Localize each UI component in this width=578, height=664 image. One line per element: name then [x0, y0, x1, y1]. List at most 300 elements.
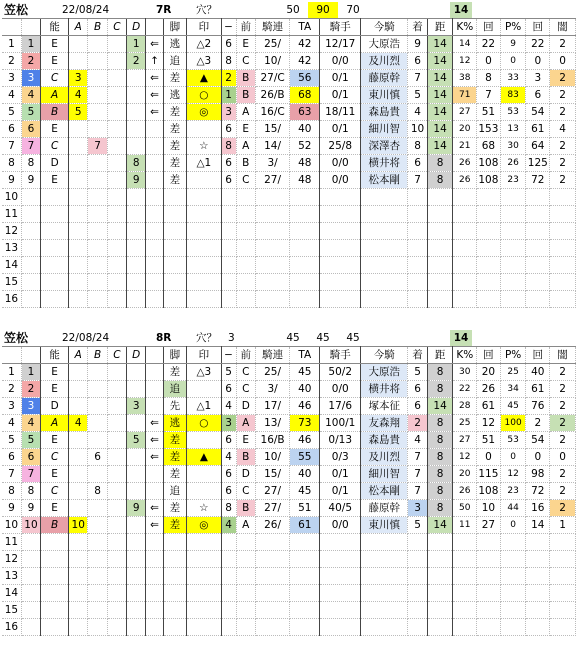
- cell-horse-no: [21, 206, 40, 223]
- table-row: [2, 189, 576, 206]
- column-header-style: 脚: [163, 347, 187, 364]
- cell-prev: [236, 551, 255, 568]
- cell-prev: D: [236, 398, 255, 415]
- cell-jockey-combo: [255, 223, 289, 240]
- table-row: [2, 551, 576, 568]
- cell-kai: 68: [477, 138, 501, 155]
- cell-col-c: [107, 466, 126, 483]
- cell-arrow: [146, 602, 163, 619]
- cell-row-no: 6: [2, 121, 21, 138]
- table-row: [2, 381, 576, 398]
- distance-label: 14: [450, 330, 472, 346]
- cell-p-pct: 83: [500, 87, 526, 104]
- cell-ability: [41, 240, 69, 257]
- cell-col-d: [127, 87, 146, 104]
- cell-row-no: 5: [2, 104, 21, 121]
- cell-col-d: [127, 415, 146, 432]
- cell-col-b: [88, 87, 107, 104]
- table-row: [2, 432, 576, 449]
- cell-current-jockey: 大原浩: [361, 364, 408, 381]
- cell-distance: [427, 551, 453, 568]
- cell-jockey-combo: [255, 619, 289, 636]
- cell-yami: [550, 274, 576, 291]
- cell-row-no: 5: [2, 432, 21, 449]
- cell-prev: B: [236, 155, 255, 172]
- cell-col-b: [88, 53, 107, 70]
- cell-finish: 7: [408, 449, 427, 466]
- cell-col-a: [69, 602, 88, 619]
- cell-k-pct: 26: [453, 172, 477, 189]
- cell-kai2: [526, 568, 550, 585]
- cell-prev: [236, 223, 255, 240]
- cell-kai2: [526, 291, 550, 308]
- cell-row-no: 2: [2, 53, 21, 70]
- cell-mark: ◎: [187, 104, 221, 121]
- cell-mark: △3: [187, 53, 221, 70]
- cell-ta: [290, 534, 320, 551]
- column-header-kai2: 回: [526, 347, 550, 364]
- cell-p-pct: 100: [500, 415, 526, 432]
- cell-kai: [477, 189, 501, 206]
- cell-ability: E: [41, 36, 69, 53]
- cell-ability: E: [41, 53, 69, 70]
- cell-row-no: 2: [2, 381, 21, 398]
- column-header-minus: −: [221, 19, 236, 36]
- cell-kai2: [526, 551, 550, 568]
- cell-style: [163, 274, 187, 291]
- cell-ta: 42: [290, 36, 320, 53]
- cell-distance: [427, 189, 453, 206]
- cell-p-pct: [500, 274, 526, 291]
- cell-row-no: 11: [2, 534, 21, 551]
- cell-distance: 8: [427, 500, 453, 517]
- cell-ability: E: [41, 121, 69, 138]
- cell-horse-no: [21, 257, 40, 274]
- cell-horse-no: 2: [21, 53, 40, 70]
- column-header-k-pct: K%: [453, 347, 477, 364]
- cell-kai: [477, 291, 501, 308]
- cell-kai: [477, 223, 501, 240]
- cell-kai: 10: [477, 500, 501, 517]
- cell-minus: 6: [221, 381, 236, 398]
- cell-kai: [477, 602, 501, 619]
- cell-yami: [550, 585, 576, 602]
- table-row: [2, 155, 576, 172]
- cell-mark: [187, 240, 221, 257]
- cell-yami: [550, 291, 576, 308]
- cell-arrow: ⇐: [146, 36, 163, 53]
- cell-row-no: 3: [2, 70, 21, 87]
- cell-p-pct: [500, 189, 526, 206]
- cell-row-no: 10: [2, 189, 21, 206]
- table-row: [2, 449, 576, 466]
- cell-finish: 4: [408, 104, 427, 121]
- cell-current-jockey: 横井将: [361, 381, 408, 398]
- cell-ability: [41, 568, 69, 585]
- cell-yami: 2: [550, 398, 576, 415]
- column-header-kai: 回: [477, 19, 501, 36]
- cell-distance: 8: [427, 483, 453, 500]
- cell-current-jockey: 深澤杏: [361, 138, 408, 155]
- cell-horse-no: 10: [21, 517, 40, 534]
- cell-prev: [236, 257, 255, 274]
- cell-k-pct: [453, 568, 477, 585]
- cell-prev: [236, 240, 255, 257]
- cell-p-pct: [500, 551, 526, 568]
- cell-arrow: [146, 274, 163, 291]
- cell-minus: 6: [221, 432, 236, 449]
- cell-yami: [550, 551, 576, 568]
- cell-prev: C: [236, 53, 255, 70]
- cell-row-no: 3: [2, 398, 21, 415]
- cell-arrow: ⇐: [146, 500, 163, 517]
- table-row: [2, 619, 576, 636]
- cell-ability: E: [41, 466, 69, 483]
- cell-prev: [236, 274, 255, 291]
- cell-col-d: [127, 534, 146, 551]
- cell-col-b: [88, 223, 107, 240]
- cell-col-b: [88, 551, 107, 568]
- cell-col-b: [88, 291, 107, 308]
- cell-col-a: [69, 534, 88, 551]
- cell-style: 差: [163, 138, 187, 155]
- cell-current-jockey: [361, 257, 408, 274]
- cell-col-d: [127, 138, 146, 155]
- cell-p-pct: 23: [500, 483, 526, 500]
- cell-jockey-combo: 26/: [255, 517, 289, 534]
- cell-k-pct: 25: [453, 415, 477, 432]
- cell-row-no: 15: [2, 602, 21, 619]
- cell-ta: [290, 291, 320, 308]
- cell-kai: 7: [477, 87, 501, 104]
- cell-current-jockey: [361, 585, 408, 602]
- cell-kai: [477, 585, 501, 602]
- cell-k-pct: [453, 274, 477, 291]
- cell-jockey: 0/1: [320, 70, 361, 87]
- cell-p-pct: [500, 585, 526, 602]
- cell-col-c: [107, 449, 126, 466]
- cell-horse-no: [21, 619, 40, 636]
- cell-col-d: [127, 449, 146, 466]
- cell-col-a: [69, 36, 88, 53]
- cell-col-b: [88, 466, 107, 483]
- cell-col-c: [107, 257, 126, 274]
- cell-col-d: [127, 240, 146, 257]
- cell-minus: [221, 257, 236, 274]
- course-name: 笠松: [4, 331, 29, 345]
- cell-row-no: 9: [2, 172, 21, 189]
- cell-col-a: [69, 240, 88, 257]
- cell-row-no: 12: [2, 223, 21, 240]
- column-header-yami: 闇: [550, 347, 576, 364]
- cell-p-pct: 13: [500, 121, 526, 138]
- cell-style: [163, 551, 187, 568]
- cell-col-d: 3: [127, 398, 146, 415]
- cell-current-jockey: 東川慎: [361, 87, 408, 104]
- cell-yami: 0: [550, 53, 576, 70]
- cell-kai2: 61: [526, 121, 550, 138]
- cell-yami: 2: [550, 381, 576, 398]
- cell-ability: C: [41, 70, 69, 87]
- cell-mark: [187, 432, 221, 449]
- cell-mark: △2: [187, 36, 221, 53]
- cell-horse-no: 8: [21, 483, 40, 500]
- table-row: [2, 223, 576, 240]
- cell-ability: D: [41, 398, 69, 415]
- cell-current-jockey: 松本剛: [361, 483, 408, 500]
- cell-col-d: [127, 483, 146, 500]
- cell-k-pct: [453, 240, 477, 257]
- cell-jockey-combo: 16/B: [255, 432, 289, 449]
- cell-prev: E: [236, 432, 255, 449]
- cell-horse-no: [21, 223, 40, 240]
- cell-kai: 26: [477, 381, 501, 398]
- cell-prev: C: [236, 381, 255, 398]
- cell-finish: 9: [408, 36, 427, 53]
- cell-distance: 8: [427, 432, 453, 449]
- cell-row-no: 4: [2, 415, 21, 432]
- table-row: [2, 274, 576, 291]
- cell-col-a: [69, 398, 88, 415]
- cell-col-b: [88, 517, 107, 534]
- cell-ability: [41, 206, 69, 223]
- cell-col-c: [107, 291, 126, 308]
- cell-row-no: 8: [2, 155, 21, 172]
- cell-distance: 14: [427, 70, 453, 87]
- cell-ta: [290, 189, 320, 206]
- cell-minus: 6: [221, 483, 236, 500]
- cell-yami: 2: [550, 466, 576, 483]
- cell-prev: B: [236, 70, 255, 87]
- cell-p-pct: 12: [500, 466, 526, 483]
- cell-col-c: [107, 568, 126, 585]
- cell-col-a: [69, 291, 88, 308]
- cell-distance: 8: [427, 415, 453, 432]
- column-header-finish: 着: [408, 347, 427, 364]
- table-row: [2, 138, 576, 155]
- cell-kai: 108: [477, 172, 501, 189]
- cell-col-d: [127, 70, 146, 87]
- cell-mark: [187, 568, 221, 585]
- cell-jockey: [320, 291, 361, 308]
- cell-jockey: [320, 274, 361, 291]
- cell-yami: 2: [550, 415, 576, 432]
- cell-col-b: [88, 257, 107, 274]
- cell-jockey-combo: 27/: [255, 483, 289, 500]
- cell-finish: [408, 619, 427, 636]
- cell-ta: 55: [290, 449, 320, 466]
- cell-minus: [221, 534, 236, 551]
- cell-kai2: 125: [526, 155, 550, 172]
- header-value-4: 70: [346, 4, 360, 16]
- cell-yami: [550, 206, 576, 223]
- cell-p-pct: 25: [500, 364, 526, 381]
- cell-current-jockey: [361, 189, 408, 206]
- header-value-3: 90: [308, 2, 338, 18]
- cell-kai2: 72: [526, 172, 550, 189]
- cell-ta: [290, 551, 320, 568]
- cell-col-c: [107, 155, 126, 172]
- cell-finish: [408, 257, 427, 274]
- cell-col-d: [127, 381, 146, 398]
- cell-mark: [187, 257, 221, 274]
- cell-jockey-combo: 3/: [255, 155, 289, 172]
- table-row: [2, 585, 576, 602]
- cell-kai: 61: [477, 398, 501, 415]
- cell-kai: [477, 274, 501, 291]
- cell-col-b: [88, 619, 107, 636]
- table-row: [2, 398, 576, 415]
- cell-distance: 14: [427, 53, 453, 70]
- table-row: [2, 53, 576, 70]
- cell-col-d: [127, 206, 146, 223]
- cell-col-c: [107, 70, 126, 87]
- cell-arrow: [146, 398, 163, 415]
- cell-current-jockey: 森島貴: [361, 104, 408, 121]
- cell-prev: [236, 534, 255, 551]
- cell-style: [163, 568, 187, 585]
- column-header-distance: 距: [427, 347, 453, 364]
- column-header-horse-no: [21, 347, 40, 364]
- cell-horse-no: [21, 585, 40, 602]
- cell-kai: 51: [477, 432, 501, 449]
- cell-col-c: [107, 364, 126, 381]
- cell-jockey: [320, 206, 361, 223]
- cell-finish: 5: [408, 87, 427, 104]
- cell-ta: 56: [290, 70, 320, 87]
- cell-style: [163, 189, 187, 206]
- cell-distance: 8: [427, 449, 453, 466]
- cell-mark: ▲: [187, 70, 221, 87]
- cell-kai2: [526, 240, 550, 257]
- cell-horse-no: 6: [21, 449, 40, 466]
- cell-kai2: 72: [526, 483, 550, 500]
- cell-jockey-combo: 26/B: [255, 87, 289, 104]
- cell-prev: A: [236, 104, 255, 121]
- table-row: [2, 534, 576, 551]
- column-header-col-b: B: [88, 19, 107, 36]
- cell-yami: [550, 534, 576, 551]
- cell-kai2: 61: [526, 381, 550, 398]
- cell-prev: E: [236, 36, 255, 53]
- cell-row-no: 6: [2, 449, 21, 466]
- cell-finish: [408, 291, 427, 308]
- cell-current-jockey: 森島貴: [361, 432, 408, 449]
- cell-current-jockey: 横井将: [361, 155, 408, 172]
- cell-arrow: ↑: [146, 53, 163, 70]
- cell-current-jockey: [361, 223, 408, 240]
- cell-mark: [187, 206, 221, 223]
- cell-distance: 8: [427, 381, 453, 398]
- cell-minus: 8: [221, 53, 236, 70]
- cell-ability: [41, 189, 69, 206]
- cell-arrow: [146, 585, 163, 602]
- cell-current-jockey: 大原浩: [361, 36, 408, 53]
- cell-k-pct: [453, 619, 477, 636]
- cell-current-jockey: 及川烈: [361, 53, 408, 70]
- cell-p-pct: 0: [500, 53, 526, 70]
- cell-ta: [290, 206, 320, 223]
- cell-jockey-combo: 25/: [255, 36, 289, 53]
- cell-ta: 51: [290, 500, 320, 517]
- cell-horse-no: 4: [21, 415, 40, 432]
- cell-distance: [427, 534, 453, 551]
- cell-jockey: 0/1: [320, 483, 361, 500]
- cell-jockey: 12/17: [320, 36, 361, 53]
- header-value-4: 45: [346, 332, 360, 344]
- cell-col-d: [127, 104, 146, 121]
- table-row: [2, 483, 576, 500]
- cell-col-a: [69, 568, 88, 585]
- cell-kai2: 2: [526, 415, 550, 432]
- cell-ability: E: [41, 172, 69, 189]
- cell-col-b: 8: [88, 483, 107, 500]
- cell-prev: C: [236, 172, 255, 189]
- cell-col-c: [107, 274, 126, 291]
- cell-ability: [41, 585, 69, 602]
- cell-finish: [408, 274, 427, 291]
- cell-col-c: [107, 585, 126, 602]
- cell-jockey: [320, 257, 361, 274]
- cell-finish: 2: [408, 415, 427, 432]
- column-header-yami: 闇: [550, 19, 576, 36]
- cell-jockey-combo: [255, 206, 289, 223]
- cell-col-c: [107, 206, 126, 223]
- cell-jockey-combo: 25/: [255, 364, 289, 381]
- cell-p-pct: [500, 257, 526, 274]
- cell-kai: [477, 551, 501, 568]
- column-header-ta: TA: [290, 347, 320, 364]
- cell-minus: 4: [221, 398, 236, 415]
- cell-horse-no: [21, 240, 40, 257]
- cell-col-d: 9: [127, 500, 146, 517]
- cell-col-a: [69, 432, 88, 449]
- cell-k-pct: 12: [453, 53, 477, 70]
- cell-finish: [408, 206, 427, 223]
- cell-distance: [427, 240, 453, 257]
- cell-style: 追: [163, 53, 187, 70]
- cell-arrow: [146, 466, 163, 483]
- cell-jockey: 0/1: [320, 87, 361, 104]
- cell-style: 逃: [163, 87, 187, 104]
- cell-ta: 48: [290, 172, 320, 189]
- cell-arrow: ⇐: [146, 104, 163, 121]
- cell-jockey-combo: 15/: [255, 466, 289, 483]
- cell-col-a: [69, 619, 88, 636]
- table-row: [2, 87, 576, 104]
- cell-p-pct: [500, 291, 526, 308]
- column-header-jockey: 騎手: [320, 347, 361, 364]
- cell-current-jockey: [361, 602, 408, 619]
- cell-col-d: [127, 551, 146, 568]
- ana-label: 穴？: [196, 4, 217, 16]
- cell-style: 差: [163, 432, 187, 449]
- cell-minus: 6: [221, 155, 236, 172]
- cell-style: [163, 206, 187, 223]
- column-header-mark: 印: [187, 19, 221, 36]
- cell-horse-no: [21, 602, 40, 619]
- cell-horse-no: 9: [21, 172, 40, 189]
- cell-row-no: 12: [2, 551, 21, 568]
- cell-style: 差: [163, 517, 187, 534]
- cell-minus: 6: [221, 121, 236, 138]
- cell-yami: 1: [550, 517, 576, 534]
- cell-ta: [290, 257, 320, 274]
- column-header-ability: 能: [41, 347, 69, 364]
- cell-col-a: [69, 483, 88, 500]
- cell-kai: 20: [477, 364, 501, 381]
- cell-k-pct: [453, 223, 477, 240]
